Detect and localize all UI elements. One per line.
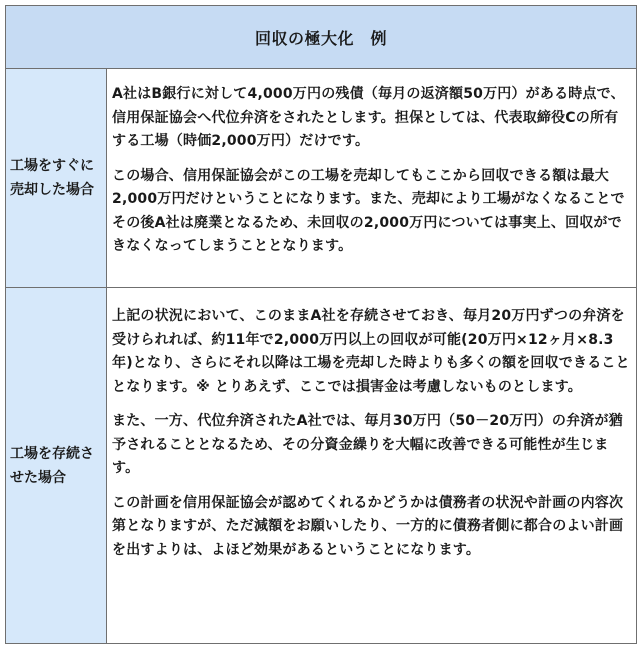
row-body [107, 288, 636, 643]
row-header-label: 工場を存続させた場合 [10, 445, 94, 486]
row-header [6, 69, 107, 287]
example-table [5, 5, 637, 644]
table-row [6, 288, 636, 643]
paragraph: また、一方、代位弁済されたA社では、毎月30万円（50－20万円）の弁済が猶予されることとなるため、その分資金繰りを大幅に改善できる可能性が生じます。 [112, 413, 623, 476]
paragraph: この場合、信用保証協会がこの工場を売却してもここから回収できる額は最大2,000万円だけということになります。また、売却により工場がなくなることでその後A社は廃業となるため、未回収の2,000万円については事実上、回収ができなくなってしまうこととなります。 [112, 167, 625, 254]
table-title: 回収の極大化 例 [6, 6, 636, 69]
row-body [107, 69, 636, 287]
paragraph: A社はB銀行に対して4,000万円の残債（毎月の返済額50万円）がある時点で、信用保証協会へ代位弁済をされたとします。担保としては、代表取締役Cの所有する工場（時価2,000万円）だけです。 [112, 86, 625, 149]
table-row [6, 69, 636, 288]
paragraph: 上記の状況において、このままA社を存続させておき、毎月20万円ずつの弁済を受けられれば、約11年で2,000万円以上の回収が可能(20万円×12ヶ月×8.3年)となり、さらにそれ以降は工場を売却した時よりも多くの額を回収できることとなります。※ とりあえず、ここでは損害金は考慮しないものとします。 [112, 308, 630, 395]
paragraph: この計画を信用保証協会が認めてくれるかどうかは債務者の状況や計画の内容次第となりますが、ただ減額をお願いしたり、一方的に債務者側に都合のよい計画を出すよりは、よほど効果があるということになります。 [112, 494, 624, 558]
row-header [6, 288, 107, 643]
row-header-label: 工場をすぐに売却した場合 [10, 158, 94, 198]
